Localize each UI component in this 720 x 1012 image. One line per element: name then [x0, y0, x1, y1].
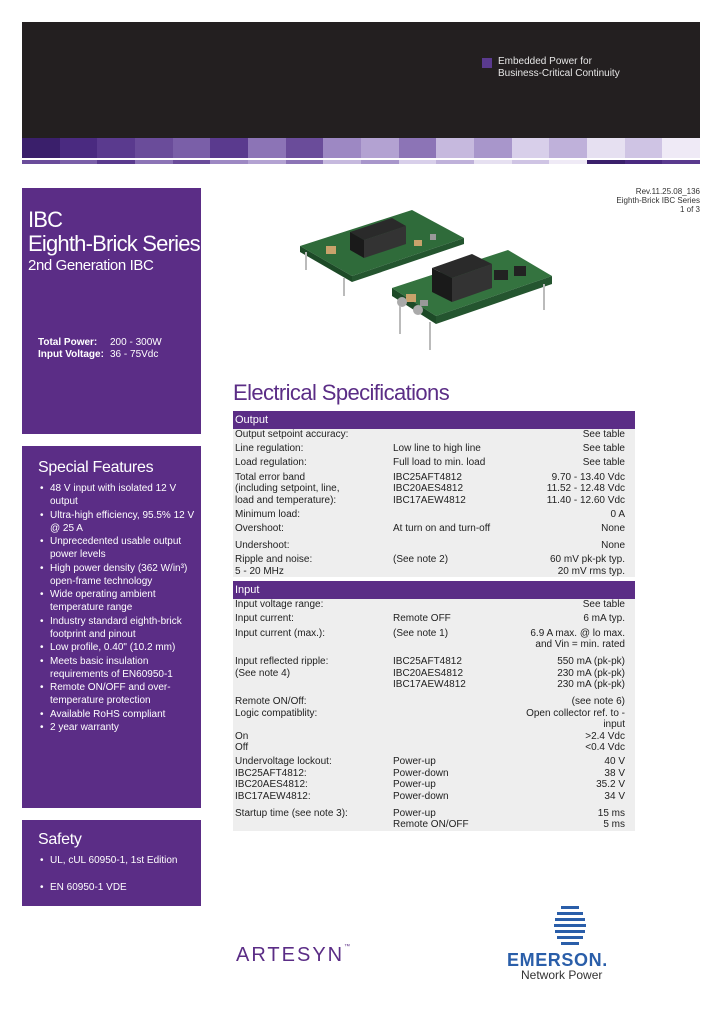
table-cell	[393, 696, 523, 708]
network-power-wordmark: Network Power	[521, 968, 603, 982]
revision-block	[560, 187, 700, 214]
table-cell: None	[601, 539, 625, 551]
artesyn-trademark: ™	[344, 944, 351, 950]
emerson-wordmark: EMERSON.	[507, 950, 608, 970]
tagline	[498, 56, 620, 80]
product-title-panel	[22, 188, 201, 434]
table-cell: Total error band	[235, 471, 306, 483]
features-list	[38, 482, 195, 734]
table-cell: Overshoot:	[235, 522, 284, 534]
table-row	[233, 495, 635, 507]
table-cell: 230 mA (pk-pk)	[557, 679, 625, 690]
table-row	[233, 656, 635, 668]
product-quick-specs	[38, 337, 162, 361]
table-row	[233, 742, 635, 754]
table-cell: Power-down	[393, 767, 449, 779]
table-cell: Power-down	[393, 790, 449, 802]
table-row	[233, 708, 635, 731]
table-cell: See table	[582, 457, 625, 469]
table-cell: See table	[582, 599, 625, 611]
features-heading: Special Features	[38, 459, 154, 476]
list-item: • Remote ON/OFF and over-temperature protection	[38, 681, 195, 707]
table-row	[233, 639, 635, 651]
table-cell: IBC20AES4812	[393, 667, 464, 679]
table-cell: Open collector ref. to -input	[526, 707, 625, 730]
input-section-header: Input	[233, 581, 635, 599]
revision-series: Eighth-Brick IBC Series	[616, 196, 700, 205]
list-item: • Meets basic insulation requirements of EN60950-1	[38, 655, 195, 681]
table-cell: 230 mA (pk-pk)	[557, 667, 625, 679]
table-cell	[393, 599, 523, 611]
table-cell: 60 mV pk-pk typ.	[549, 554, 625, 566]
table-cell: (see note 6)	[571, 696, 625, 707]
table-cell: 5 ms	[603, 819, 625, 831]
table-cell: Remote ON/OFF	[393, 819, 469, 831]
list-item: • EN 60950-1 VDE	[38, 881, 195, 894]
table-cell: 34 V	[604, 790, 625, 802]
list-item: • Unprecedented usable output power levels	[38, 535, 195, 561]
table-cell: IBC17AEW4812:	[235, 790, 311, 802]
input-voltage-label: Input Voltage:	[38, 349, 104, 360]
artesyn-logo	[236, 944, 350, 967]
table-cell: Line regulation:	[235, 443, 304, 455]
table-cell: None	[601, 522, 625, 534]
table-row	[233, 483, 635, 495]
table-row	[233, 566, 635, 578]
table-cell: Power-up	[393, 807, 436, 819]
table-cell	[393, 742, 523, 754]
total-power-label: Total Power:	[38, 337, 98, 348]
table-cell: and Vin = min. rated	[535, 639, 625, 650]
input-section-body	[233, 599, 635, 831]
table-cell: Minimum load:	[235, 508, 301, 520]
safety-list	[38, 854, 195, 894]
table-cell: Input current (max.):	[235, 627, 326, 639]
emerson-globe-icon	[553, 904, 587, 948]
special-features-panel	[22, 446, 201, 808]
table-cell: Input voltage range:	[235, 599, 324, 611]
table-row	[233, 679, 635, 691]
table-cell: (See note 4)	[235, 667, 291, 679]
table-cell: 11.52 - 12.48 Vdc	[546, 483, 625, 495]
table-cell: Input current:	[235, 613, 294, 625]
table-cell: load and temperature):	[235, 494, 337, 506]
table-row	[233, 779, 635, 791]
table-cell: 35.2 V	[596, 779, 625, 791]
table-cell	[393, 540, 523, 552]
table-cell: See table	[582, 429, 625, 440]
table-cell: 15 ms	[597, 807, 625, 819]
revision-number: Rev.11.25.08_136	[635, 187, 700, 196]
table-cell: (See note 1)	[393, 627, 449, 639]
tagline-line-1: Embedded Power for	[498, 56, 592, 67]
table-cell: (including setpoint, line,	[235, 483, 340, 495]
table-cell: Ripple and noise:	[235, 554, 313, 566]
list-item: • Wide operating ambient temperature range	[38, 588, 195, 614]
table-cell: 38 V	[604, 767, 625, 779]
tagline-line-2: Business-Critical Continuity	[498, 68, 620, 79]
table-row	[233, 509, 635, 521]
table-cell: Output setpoint accuracy:	[235, 429, 349, 440]
table-row	[233, 808, 635, 820]
table-row	[233, 791, 635, 803]
table-row	[233, 819, 635, 831]
table-row	[233, 668, 635, 680]
specs-table	[233, 411, 635, 831]
table-cell: 11.40 - 12.60 Vdc	[546, 494, 625, 506]
product-photo	[296, 210, 554, 360]
table-cell: 6.9 A max. @ lo max.	[530, 627, 625, 639]
table-cell	[233, 819, 393, 831]
table-cell	[393, 708, 523, 731]
table-cell: Undershoot:	[235, 539, 290, 551]
table-cell: On	[235, 730, 249, 742]
table-cell: Undervoltage lockout:	[235, 756, 332, 768]
table-cell: (See note 2)	[393, 554, 449, 566]
table-cell: Remote ON/Off:	[235, 696, 307, 707]
table-row	[233, 768, 635, 780]
list-item: • UL, cUL 60950-1, 1st Edition	[38, 854, 195, 867]
table-cell: Full load to min. load	[393, 457, 486, 469]
table-row	[233, 628, 635, 640]
table-row	[233, 696, 635, 708]
list-item: • Industry standard eighth-brick footprint and pinout	[38, 615, 195, 641]
table-cell: 550 mA (pk-pk)	[557, 656, 625, 667]
table-cell: 0 A	[610, 508, 625, 520]
table-cell: 40 V	[604, 756, 625, 768]
header-gradient-stripe-thin	[22, 160, 700, 164]
table-cell: See table	[582, 443, 625, 455]
header-gradient-stripe	[22, 138, 700, 158]
list-item: • High power density (362 W/in³) open-frame technology	[38, 562, 195, 588]
table-row	[233, 599, 635, 611]
table-cell: Power-up	[393, 779, 436, 791]
safety-heading: Safety	[38, 831, 82, 848]
product-subtitle: 2nd Generation IBC	[28, 257, 154, 274]
table-row	[233, 429, 635, 441]
output-section-header: Output	[233, 411, 635, 429]
table-row	[233, 613, 635, 625]
table-cell	[393, 639, 523, 651]
table-cell: Logic compatiblity:	[235, 707, 318, 719]
table-cell: At turn on and turn-off	[393, 522, 491, 534]
table-cell	[393, 566, 523, 578]
table-row	[233, 472, 635, 484]
table-cell	[393, 429, 523, 441]
table-cell: IBC20AES4812:	[235, 779, 308, 791]
table-cell: Startup time (see note 3):	[235, 807, 348, 819]
total-power-value: 200 - 300W	[110, 337, 162, 348]
product-title-line-1: IBC	[28, 207, 63, 232]
tagline-square-icon	[482, 58, 492, 68]
table-cell: Input reflected ripple:	[235, 656, 329, 667]
table-cell: Load regulation:	[235, 457, 307, 469]
table-cell: Low line to high line	[393, 443, 481, 455]
table-cell: 20 mV rms typ.	[557, 565, 625, 577]
specs-title: Electrical Specifications	[233, 380, 450, 405]
table-cell: IBC25AFT4812	[393, 471, 462, 483]
table-cell	[393, 731, 523, 743]
table-cell	[393, 509, 523, 521]
table-cell: IBC25AFT4812:	[235, 767, 307, 779]
table-cell: IBC17AEW4812	[393, 494, 466, 506]
table-cell: Remote OFF	[393, 613, 451, 625]
list-item: • 2 year warranty	[38, 721, 195, 734]
safety-panel	[22, 820, 201, 906]
header-banner	[22, 22, 700, 140]
table-row	[233, 731, 635, 743]
output-section-body	[233, 429, 635, 577]
table-cell: Off	[235, 742, 249, 753]
page-number: 1 of 3	[679, 205, 700, 214]
list-item: • Available RoHS compliant	[38, 708, 195, 721]
list-item: • 48 V input with isolated 12 V output	[38, 482, 195, 508]
table-cell: <0.4 Vdc	[585, 742, 625, 753]
list-item: • Ultra-high efficiency, 95.5% 12 V @ 25 A	[38, 509, 195, 535]
product-title-line-2: Eighth-Brick Series	[28, 231, 200, 256]
table-row	[233, 756, 635, 768]
table-cell: 9.70 - 13.40 Vdc	[551, 471, 625, 483]
table-cell: Power-up	[393, 756, 436, 768]
table-row	[233, 554, 635, 566]
table-row	[233, 540, 635, 552]
table-row	[233, 443, 635, 455]
table-cell: 6 mA typ.	[583, 613, 625, 625]
table-row	[233, 457, 635, 469]
table-cell	[233, 639, 393, 651]
table-cell: IBC25AFT4812	[393, 656, 462, 667]
table-cell: IBC17AEW4812	[393, 679, 466, 690]
table-cell: 5 - 20 MHz	[235, 565, 284, 577]
table-cell: >2.4 Vdc	[585, 730, 625, 742]
artesyn-wordmark: ARTESYN	[236, 944, 345, 966]
list-item: • Low profile, 0.40" (10.2 mm)	[38, 641, 195, 654]
table-cell: IBC20AES4812	[393, 483, 464, 495]
input-voltage-value: 36 - 75Vdc	[110, 349, 159, 360]
table-cell	[233, 679, 393, 691]
table-row	[233, 523, 635, 535]
